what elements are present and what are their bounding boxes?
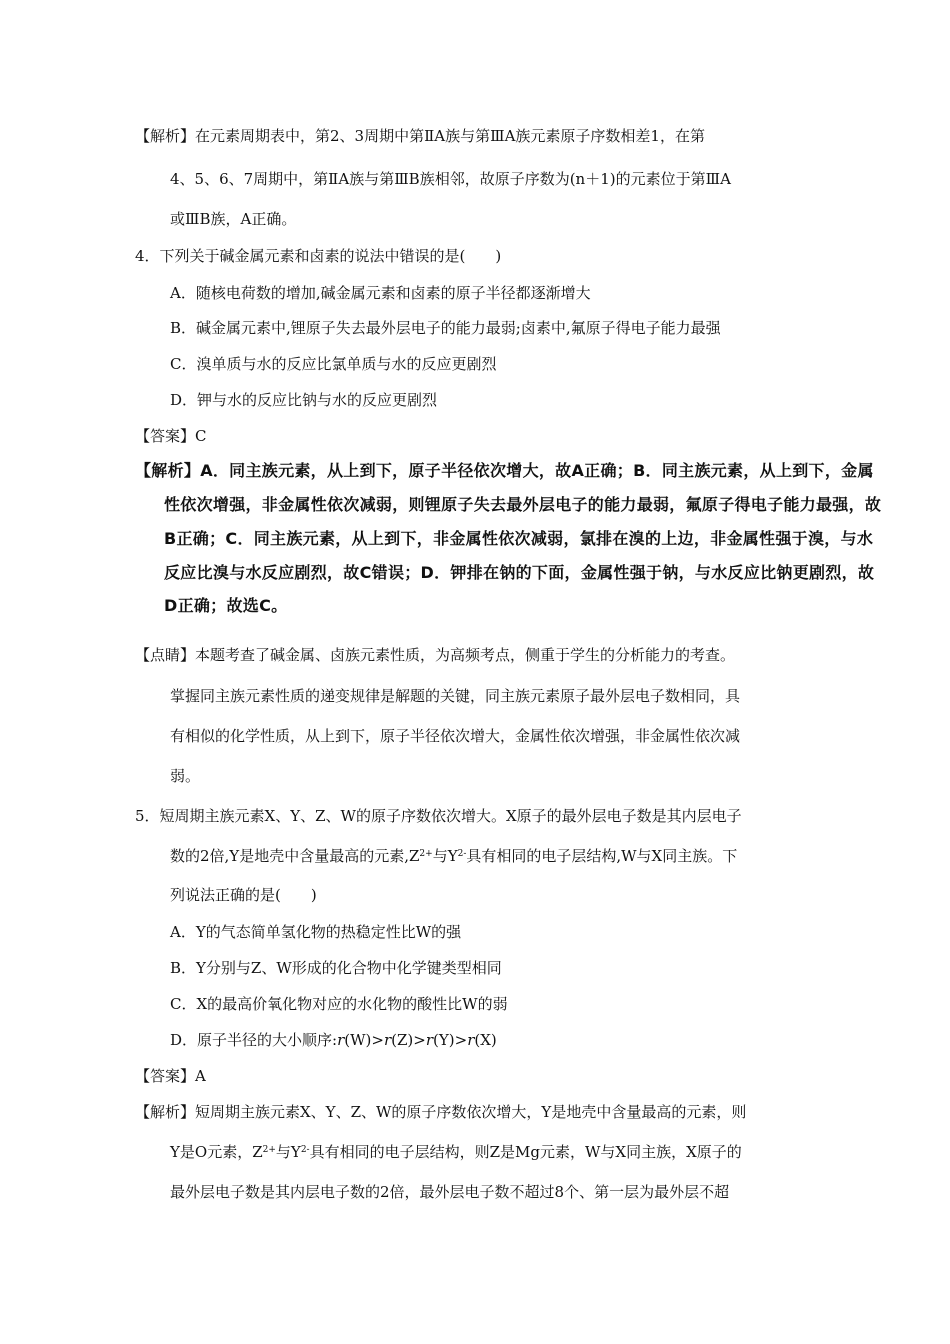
question-4-option-a: A．随核电荷数的增加,碱金属元素和卤素的原子半径都逐渐增大: [170, 284, 591, 302]
question-4-stem: 4．下列关于碱金属元素和卤素的说法中错误的是( ): [135, 247, 502, 265]
question-5-option-b: B．Y分别与Z、W形成的化合物中化学键类型相同: [170, 959, 502, 977]
question-5-stem: 列说法正确的是( ): [170, 886, 317, 904]
question-4-analysis-line: D正确；故选C。: [164, 596, 288, 615]
question-4-comment-line: 掌握同主族元素性质的递变规律是解题的关键，同主族元素原子最外层电子数相同，具: [170, 687, 741, 705]
question-4-comment-line: 【点睛】本题考查了碱金属、卤族元素性质，为高频考点，侧重于学生的分析能力的考查。: [135, 646, 736, 664]
question-4-analysis-line: B正确；C．同主族元素，从上到下，非金属性依次减弱，氯排在溴的上边，非金属性强于溴，与水: [164, 529, 874, 548]
question-4-comment-line: 有相似的化学性质，从上到下，原子半径依次增大，金属性依次增强，非金属性依次减: [170, 727, 741, 745]
question-5-analysis-line: Y是O元素，$Z^{2+}$与$Y^{2-}$具有相同的电子层结构，则Z是Mg元素，W与X同主族，X原子的: [170, 1143, 742, 1161]
analysis-line: 【解析】在元素周期表中，第2、3周期中第ⅡA族与第ⅢA族元素原子序数相差1，在第: [135, 127, 705, 145]
question-4-option-d: D．钾与水的反应比钠与水的反应更剧烈: [170, 391, 438, 409]
question-5-stem: 数的2倍,Y是地壳中含量最高的元素$,Z^{2+}$与$Y^{2-}$具有相同的电子层结构,W与X同主族。下: [170, 847, 738, 865]
question-5-option-a: A．Y的气态简单氢化物的热稳定性比W的强: [170, 923, 462, 941]
question-4-option-b: B．碱金属元素中,锂原子失去最外层电子的能力最弱;卤素中,氟原子得电子能力最强: [170, 319, 721, 337]
question-4-answer: 【答案】C: [135, 427, 207, 445]
question-4-analysis-line: 反应比溴与水反应剧烈，故C错误；D．钾排在钠的下面，金属性强于钠，与水反应比钠更剧烈，故: [164, 563, 875, 582]
question-5-analysis-line: 【解析】短周期主族元素X、Y、Z、W的原子序数依次增大，Y是地壳中含量最高的元素，则: [135, 1103, 747, 1121]
question-5-analysis-line: 最外层电子数是其内层电子数的2倍，最外层电子数不超过8个、第一层为最外层不超: [170, 1183, 730, 1201]
question-5-stem: 5．短周期主族元素X、Y、Z、W的原子序数依次增大。X原子的最外层电子数是其内层电子: [135, 807, 742, 825]
question-5-answer: 【答案】A: [135, 1067, 206, 1085]
question-4-comment-line: 弱。: [170, 767, 201, 785]
question-4-analysis-line: 【解析】A．同主族元素，从上到下，原子半径依次增大，故A正确；B．同主族元素，从上到下，金属: [135, 461, 874, 480]
question-4-analysis-line: 性依次增强，非金属性依次减弱，则锂原子失去最外层电子的能力最弱，氟原子得电子能力最强，故: [164, 495, 882, 514]
analysis-line: 4、5、6、7周期中，第ⅡA族与第ⅢB族相邻，故原子序数为(n＋1)的元素位于第ⅢA: [170, 170, 731, 188]
question-5-option-d: D．原子半径的大小顺序:r(W)>r(Z)>r(Y)>r(X): [170, 1031, 497, 1049]
question-5-option-c: C．X的最高价氧化物对应的水化物的酸性比W的弱: [170, 995, 508, 1013]
analysis-line: 或ⅢB族，A正确。: [170, 210, 297, 228]
question-4-option-c: C．溴单质与水的反应比氯单质与水的反应更剧烈: [170, 355, 497, 373]
